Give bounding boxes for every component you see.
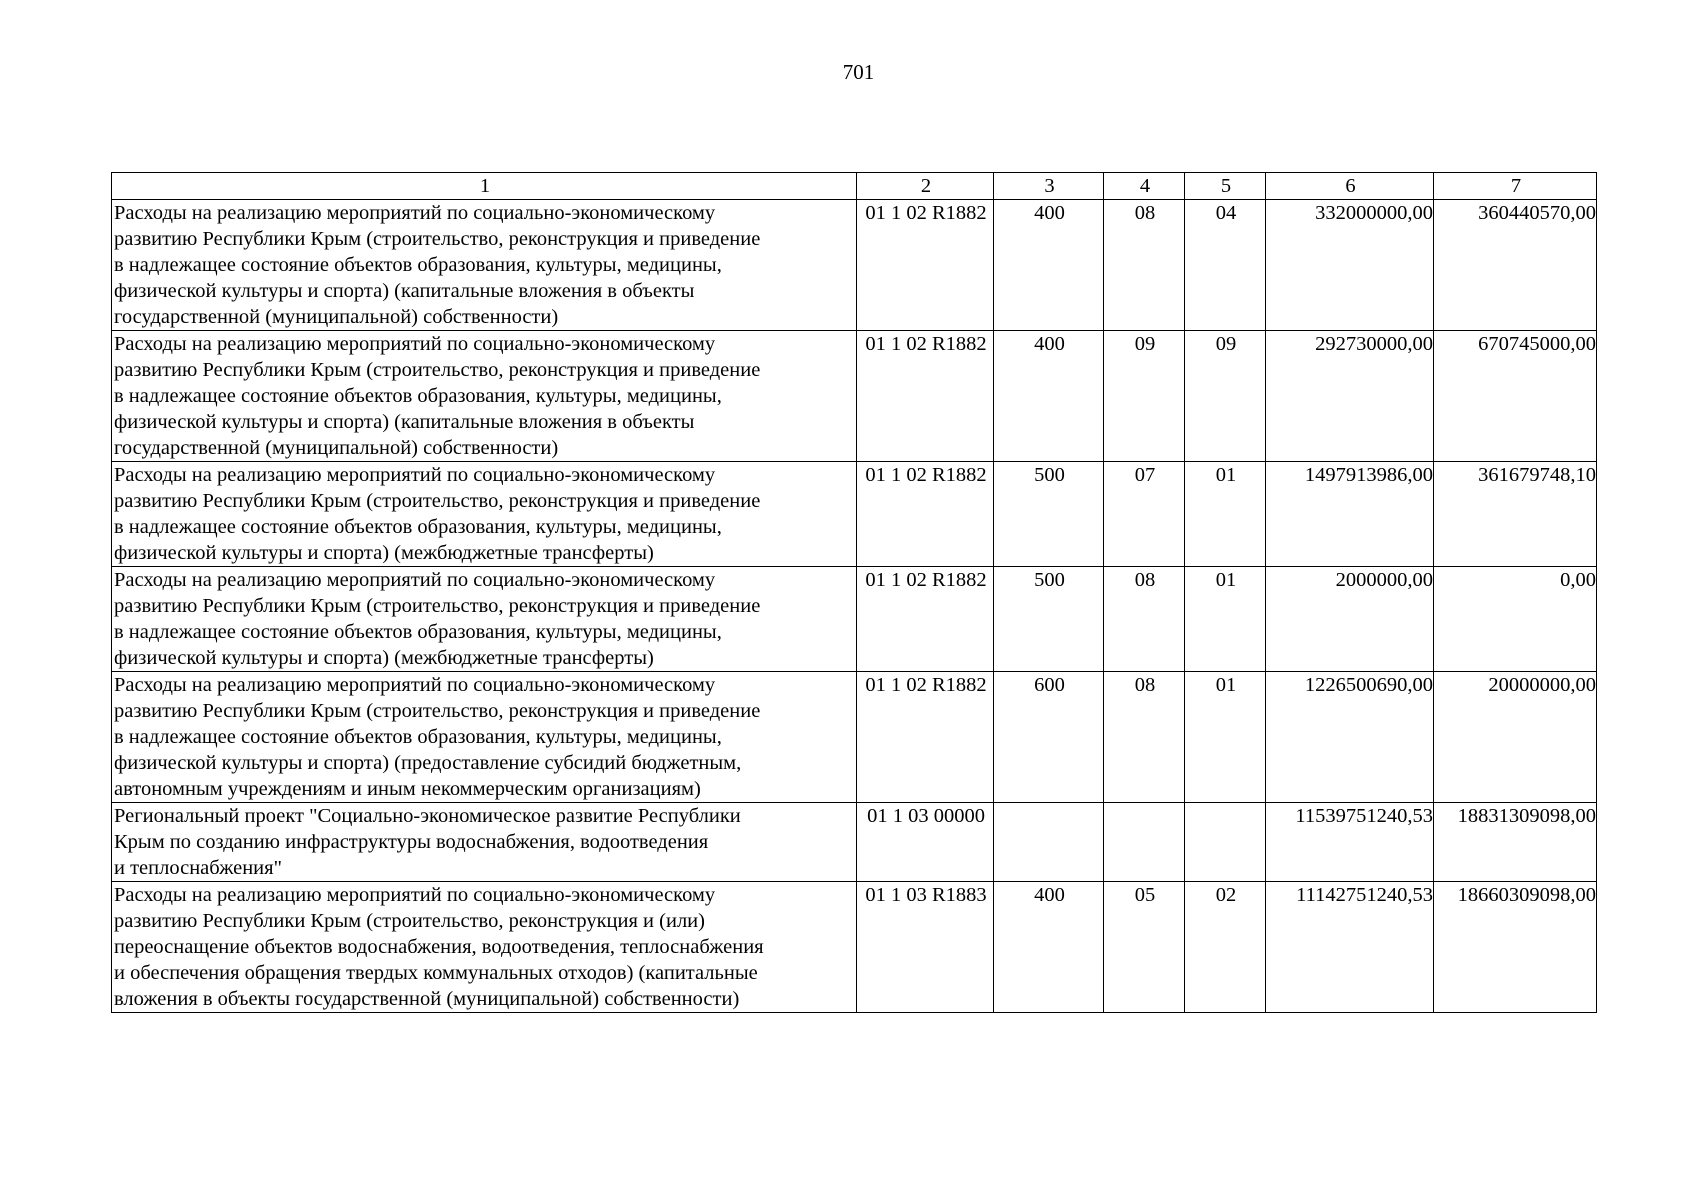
- expense-name-cell: Расходы на реализацию мероприятий по социально-экономическому развитию Республики Крым (строительство, реконструкция и приведение в надлежащее состояние объектов образования, культуры, медицины, физической культуры и спорта) (межбюджетные трансферты): [112, 567, 857, 672]
- expense-type-cell: 500: [994, 567, 1104, 672]
- target-article-code-cell: 01 1 03 R1883: [857, 882, 994, 1013]
- table-row: [112, 462, 1597, 567]
- target-article-code-cell: 01 1 02 R1882: [857, 200, 994, 331]
- target-article-code-cell: 01 1 03 00000: [857, 803, 994, 882]
- expense-name-cell: Расходы на реализацию мероприятий по социально-экономическому развитию Республики Крым (строительство, реконструкция и приведение в надлежащее состояние объектов образования, культуры, медицины, физической культуры и спорта) (капитальные вложения в объекты государственной (муниципальной) собственности): [112, 331, 857, 462]
- table-row: [112, 331, 1597, 462]
- section-code-cell: 08: [1104, 672, 1185, 803]
- subsection-code-cell: 01: [1185, 462, 1266, 567]
- table-row: [112, 672, 1597, 803]
- amount-col6-cell: 2000000,00: [1266, 567, 1434, 672]
- expense-name-cell: Расходы на реализацию мероприятий по социально-экономическому развитию Республики Крым (строительство, реконструкция и приведение в надлежащее состояние объектов образования, культуры, медицины, физической культуры и спорта) (капитальные вложения в объекты государственной (муниципальной) собственности): [112, 200, 857, 331]
- amount-col6-cell: 11539751240,53: [1266, 803, 1434, 882]
- expense-name-cell: Расходы на реализацию мероприятий по социально-экономическому развитию Республики Крым (строительство, реконструкция и приведение в надлежащее состояние объектов образования, культуры, медицины, физической культуры и спорта) (межбюджетные трансферты): [112, 462, 857, 567]
- expense-name-cell: Региональный проект "Социально-экономическое развитие Республики Крым по созданию инфраструктуры водоснабжения, водоотведения и теплоснабжения": [112, 803, 857, 882]
- expense-type-cell: 400: [994, 331, 1104, 462]
- amount-col6-cell: 332000000,00: [1266, 200, 1434, 331]
- target-article-code-cell: 01 1 02 R1882: [857, 331, 994, 462]
- section-code-cell: [1104, 803, 1185, 882]
- expense-type-cell: 400: [994, 200, 1104, 331]
- subsection-code-cell: 04: [1185, 200, 1266, 331]
- column-header: 7: [1434, 173, 1597, 200]
- amount-col6-cell: 1497913986,00: [1266, 462, 1434, 567]
- amount-col7-cell: 18660309098,00: [1434, 882, 1597, 1013]
- target-article-code-cell: 01 1 02 R1882: [857, 462, 994, 567]
- expense-name-cell: Расходы на реализацию мероприятий по социально-экономическому развитию Республики Крым (строительство, реконструкция и (или) переоснащение объектов водоснабжения, водоотведения, теплоснабжения и обеспечения обращения твердых коммунальных отходов) (капитальные вложения в объекты государственной (муниципальной) собственности): [112, 882, 857, 1013]
- section-code-cell: 05: [1104, 882, 1185, 1013]
- expense-type-cell: 400: [994, 882, 1104, 1013]
- section-code-cell: 08: [1104, 567, 1185, 672]
- table-header-row: [112, 173, 1597, 200]
- column-header: 1: [112, 173, 857, 200]
- subsection-code-cell: 01: [1185, 672, 1266, 803]
- amount-col7-cell: 18831309098,00: [1434, 803, 1597, 882]
- column-header: 5: [1185, 173, 1266, 200]
- target-article-code-cell: 01 1 02 R1882: [857, 567, 994, 672]
- target-article-code-cell: 01 1 02 R1882: [857, 672, 994, 803]
- table-row: [112, 882, 1597, 1013]
- column-header: 6: [1266, 173, 1434, 200]
- section-code-cell: 07: [1104, 462, 1185, 567]
- budget-table: [111, 172, 1597, 1013]
- subsection-code-cell: 09: [1185, 331, 1266, 462]
- page-number: 701: [842, 60, 875, 84]
- column-header: 3: [994, 173, 1104, 200]
- amount-col7-cell: 361679748,10: [1434, 462, 1597, 567]
- expense-type-cell: 500: [994, 462, 1104, 567]
- amount-col6-cell: 1226500690,00: [1266, 672, 1434, 803]
- table-row: [112, 803, 1597, 882]
- amount-col7-cell: 20000000,00: [1434, 672, 1597, 803]
- section-code-cell: 09: [1104, 331, 1185, 462]
- expense-type-cell: [994, 803, 1104, 882]
- table-row: [112, 567, 1597, 672]
- amount-col6-cell: 11142751240,53: [1266, 882, 1434, 1013]
- table-row: [112, 200, 1597, 331]
- section-code-cell: 08: [1104, 200, 1185, 331]
- expense-type-cell: 600: [994, 672, 1104, 803]
- expense-name-cell: Расходы на реализацию мероприятий по социально-экономическому развитию Республики Крым (строительство, реконструкция и приведение в надлежащее состояние объектов образования, культуры, медицины, физической культуры и спорта) (предоставление субсидий бюджетным, автономным учреждениям и иным некоммерческим организациям): [112, 672, 857, 803]
- column-header: 2: [857, 173, 994, 200]
- amount-col7-cell: 0,00: [1434, 567, 1597, 672]
- subsection-code-cell: 02: [1185, 882, 1266, 1013]
- amount-col7-cell: 360440570,00: [1434, 200, 1597, 331]
- amount-col7-cell: 670745000,00: [1434, 331, 1597, 462]
- column-header: 4: [1104, 173, 1185, 200]
- amount-col6-cell: 292730000,00: [1266, 331, 1434, 462]
- subsection-code-cell: [1185, 803, 1266, 882]
- subsection-code-cell: 01: [1185, 567, 1266, 672]
